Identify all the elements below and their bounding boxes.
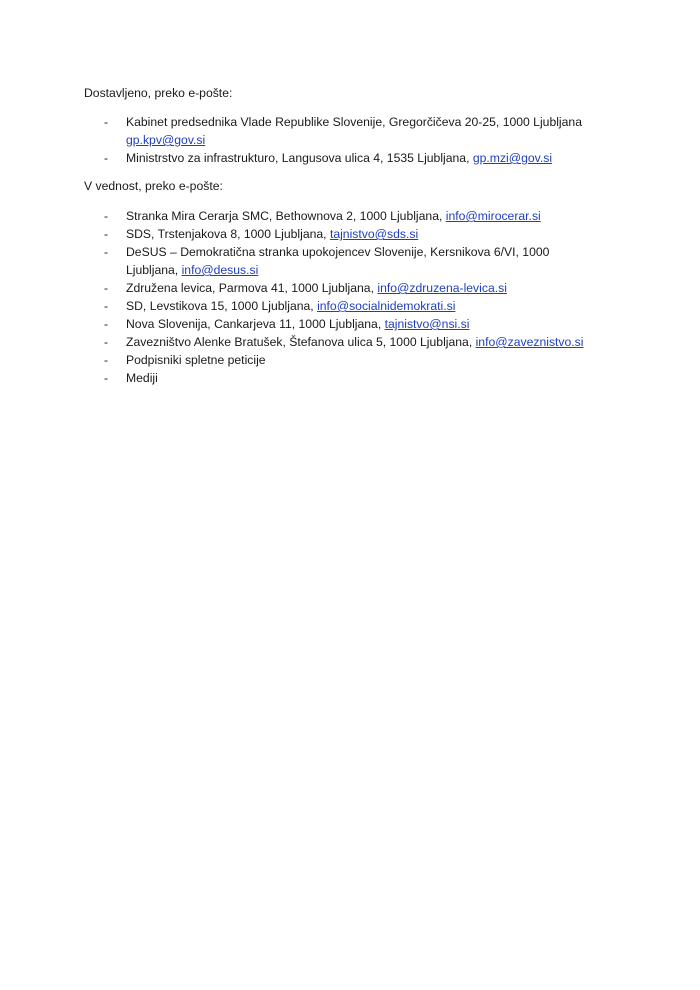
- list-item: [84, 369, 604, 387]
- bullet-dash: -: [104, 115, 109, 129]
- bullet-dash: -: [104, 209, 109, 223]
- bullet-dash: -: [104, 299, 109, 313]
- recipient-text: SD, Levstikova 15, 1000 Ljubljana,: [126, 299, 318, 313]
- email-link[interactable]: info@mirocerar.si: [445, 209, 541, 223]
- email-link[interactable]: tajnistvo@sds.si: [329, 227, 419, 241]
- recipient-text: Združena levica, Parmova 41, 1000 Ljubljana,: [126, 281, 378, 295]
- bullet-dash: -: [104, 335, 109, 349]
- recipient-text: Mediji: [126, 371, 158, 385]
- bullet-dash: -: [104, 227, 109, 241]
- bullet-dash: -: [104, 353, 109, 367]
- bullet-dash: -: [104, 317, 109, 331]
- list-item: [84, 113, 604, 149]
- list-item: [84, 333, 604, 351]
- recipient-text: Ministrstvo za infrastrukturo, Langusova ulica 4, 1535 Ljubljana,: [126, 151, 473, 165]
- recipient-text: DeSUS – Demokratična stranka upokojencev Slovenije, Kersnikova 6/VI, 1000 Ljubljana,: [126, 245, 550, 277]
- recipient-text: Podpisniki spletne peticije: [126, 353, 266, 367]
- recipient-text: Kabinet predsednika Vlade Republike Slovenije, Gregorčičeva 20-25, 1000 Ljubljana: [126, 115, 582, 129]
- bullet-dash: -: [104, 371, 109, 385]
- section-heading-for-information: V vednost, preko e-pošte:: [84, 179, 223, 193]
- email-link[interactable]: info@desus.si: [181, 263, 259, 277]
- email-link[interactable]: info@socialnidemokrati.si: [317, 299, 456, 313]
- recipient-list-for-information: [84, 207, 604, 387]
- bullet-dash: -: [104, 151, 109, 165]
- email-link[interactable]: tajnistvo@nsi.si: [384, 317, 470, 331]
- list-item: [84, 297, 604, 315]
- email-link[interactable]: gp.kpv@gov.si: [126, 133, 206, 147]
- bullet-dash: -: [104, 245, 109, 259]
- list-item: [84, 243, 604, 279]
- recipient-list-delivered: [84, 113, 604, 167]
- recipient-text: Zavezništvo Alenke Bratušek, Štefanova ulica 5, 1000 Ljubljana,: [126, 335, 476, 349]
- section-heading-delivered: Dostavljeno, preko e-pošte:: [84, 86, 233, 100]
- list-item: [84, 149, 604, 167]
- list-item: [84, 315, 604, 333]
- list-item: [84, 207, 604, 225]
- bullet-dash: -: [104, 281, 109, 295]
- list-item: [84, 279, 604, 297]
- recipient-text: Stranka Mira Cerarja SMC, Bethownova 2, 1000 Ljubljana,: [126, 209, 446, 223]
- email-link[interactable]: info@zdruzena-levica.si: [377, 281, 507, 295]
- email-link[interactable]: info@zaveznistvo.si: [475, 335, 584, 349]
- email-link[interactable]: gp.mzi@gov.si: [472, 151, 553, 165]
- list-item: [84, 351, 604, 369]
- list-item: [84, 225, 604, 243]
- recipient-text: SDS, Trstenjakova 8, 1000 Ljubljana,: [126, 227, 330, 241]
- recipient-text: Nova Slovenija, Cankarjeva 11, 1000 Ljubljana,: [126, 317, 385, 331]
